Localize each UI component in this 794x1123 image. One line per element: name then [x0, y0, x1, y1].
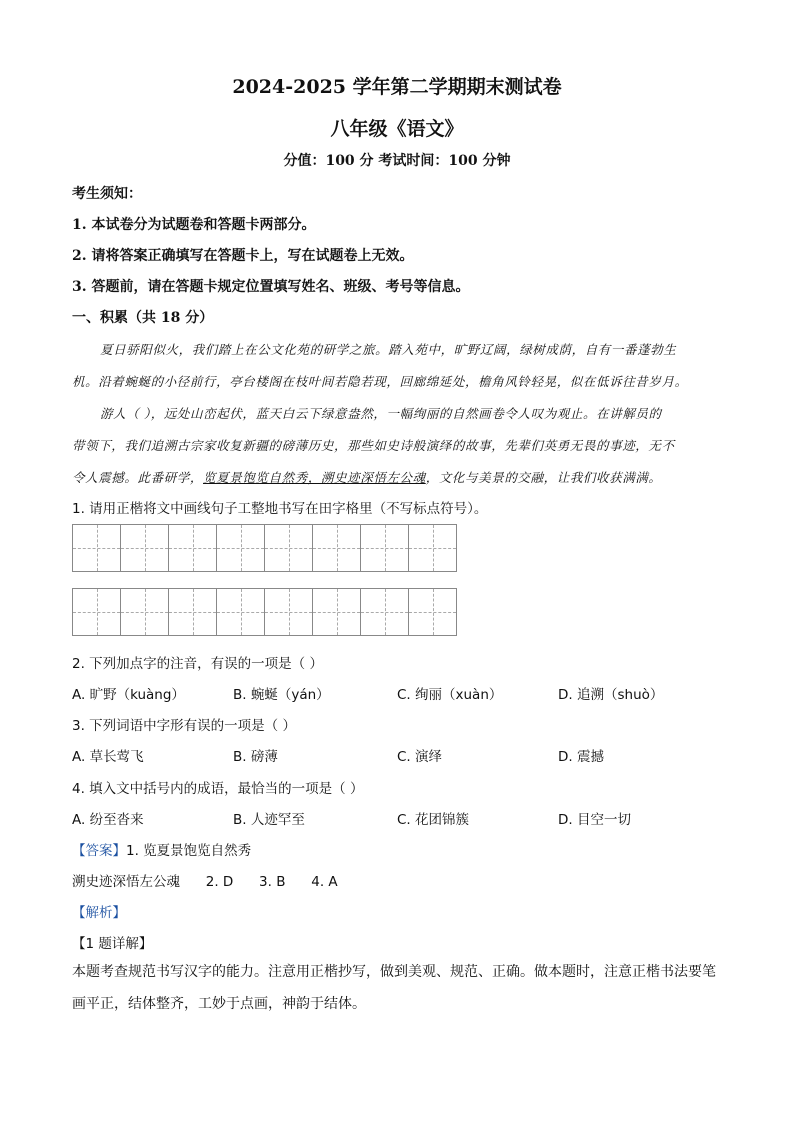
grid-cell[interactable]: [361, 588, 409, 636]
analysis-tag: 【解析】: [72, 905, 126, 921]
grid-cell[interactable]: [169, 588, 217, 636]
analysis-subheading: 【1 题详解】: [72, 936, 153, 952]
passage-line-3: 游人（ ），远处山峦起伏，蓝天白云下绿意盎然，一幅绚丽的自然画卷令人叹为观止。在讲解员的: [100, 406, 662, 421]
notice-item-3: 3. 答题前，请在答题卡规定位置填写姓名、班级、考号等信息。: [72, 279, 470, 295]
passage-line-4: 带领下，我们追溯古宗家收复新疆的磅薄历史，那些如史诗般演绎的故事，先辈们英勇无畏的事迹，无不: [72, 438, 675, 453]
answer-line-1: [72, 839, 251, 859]
exam-subject: 八年级《语文》: [330, 118, 464, 140]
q4-option-d: D. 目空一切: [558, 812, 631, 828]
passage-line-1: 夏日骄阳似火，我们踏上在公文化苑的研学之旅。踏入苑中，旷野辽阔，绿树成荫，自有一番蓬勃生: [100, 342, 677, 357]
analysis-text: 本题考查规范书写汉字的能力。注意用正楷抄写，做到美观、规范、正确。做本题时，注意正楷书法要笔画平正，结体整齐，工妙于点画，神韵于结体。: [72, 964, 716, 1012]
q3-option-d: D. 震撼: [558, 749, 604, 765]
grid-cell[interactable]: [361, 524, 409, 572]
question-3: 3. 下列词语中字形有误的一项是（ ）: [72, 718, 296, 734]
answer-text-1: 1. 览夏景饱览自然秀: [126, 843, 252, 859]
question-2: 2. 下列加点字的注音，有误的一项是（ ）: [72, 656, 323, 672]
q4-option-a: A. 纷至沓来: [72, 812, 144, 828]
grid-cell[interactable]: [217, 524, 265, 572]
underlined-sentence: 览夏景饱览自然秀，溯史迹深悟左公魂: [203, 470, 426, 485]
q2-option-c: C. 绚丽（xuàn）: [397, 687, 503, 703]
answer-line-2: 溯史迹深悟左公魂 2. D 3. B 4. A: [72, 874, 338, 890]
grid-cell[interactable]: [169, 524, 217, 572]
notice-item-1: 1. 本试卷分为试题卷和答题卡两部分。: [72, 217, 316, 233]
grid-cell[interactable]: [313, 524, 361, 572]
grid-cell[interactable]: [409, 588, 457, 636]
exam-title: 2024-2025 学年第二学期期末测试卷: [232, 76, 562, 98]
grid-cell[interactable]: [121, 524, 169, 572]
q4-option-c: C. 花团锦簇: [397, 812, 470, 828]
q3-option-b: B. 磅薄: [233, 749, 278, 765]
writing-grid-row-1[interactable]: [72, 524, 457, 572]
question-1: 1. 请用正楷将文中画线句子工整地书写在田字格里（不写标点符号）。: [72, 501, 488, 517]
q2-option-b: B. 蜿蜒（yán）: [233, 687, 330, 703]
exam-meta: 分值：100 分 考试时间：100 分钟: [283, 153, 511, 169]
passage-line-5-post: ，文化与美景的交融，让我们收获满满。: [425, 470, 662, 485]
grid-cell[interactable]: [409, 524, 457, 572]
section-heading: 一、积累（共 18 分）: [72, 310, 214, 326]
q3-option-a: A. 草长莺飞: [72, 749, 144, 765]
answer-tag: 【答案】: [72, 843, 126, 859]
q2-option-a: A. 旷野（kuàng）: [72, 687, 185, 703]
grid-cell[interactable]: [73, 588, 121, 636]
q2-option-d: D. 追溯（shuò）: [558, 687, 664, 703]
grid-cell[interactable]: [265, 588, 313, 636]
grid-cell[interactable]: [265, 524, 313, 572]
passage-line-2: 机。沿着蜿蜒的小径前行，亭台楼阁在枝叶间若隐若现，回廊绵延处，檐角风铃轻晃，似在低诉往昔岁月。: [72, 374, 688, 389]
passage-line-5: [72, 468, 724, 486]
grid-cell[interactable]: [217, 588, 265, 636]
notice-heading: 考生须知：: [72, 186, 142, 202]
notice-item-2: 2. 请将答案正确填写在答题卡上，写在试题卷上无效。: [72, 248, 414, 264]
passage-line-5-pre: 令人震撼。此番研学，: [72, 470, 204, 485]
writing-grid-row-2[interactable]: [72, 588, 457, 636]
q3-option-c: C. 演绎: [397, 749, 443, 765]
q4-option-b: B. 人迹罕至: [233, 812, 305, 828]
grid-cell[interactable]: [313, 588, 361, 636]
grid-cell[interactable]: [121, 588, 169, 636]
grid-cell[interactable]: [73, 524, 121, 572]
question-4: 4. 填入文中括号内的成语，最恰当的一项是（ ）: [72, 781, 364, 797]
